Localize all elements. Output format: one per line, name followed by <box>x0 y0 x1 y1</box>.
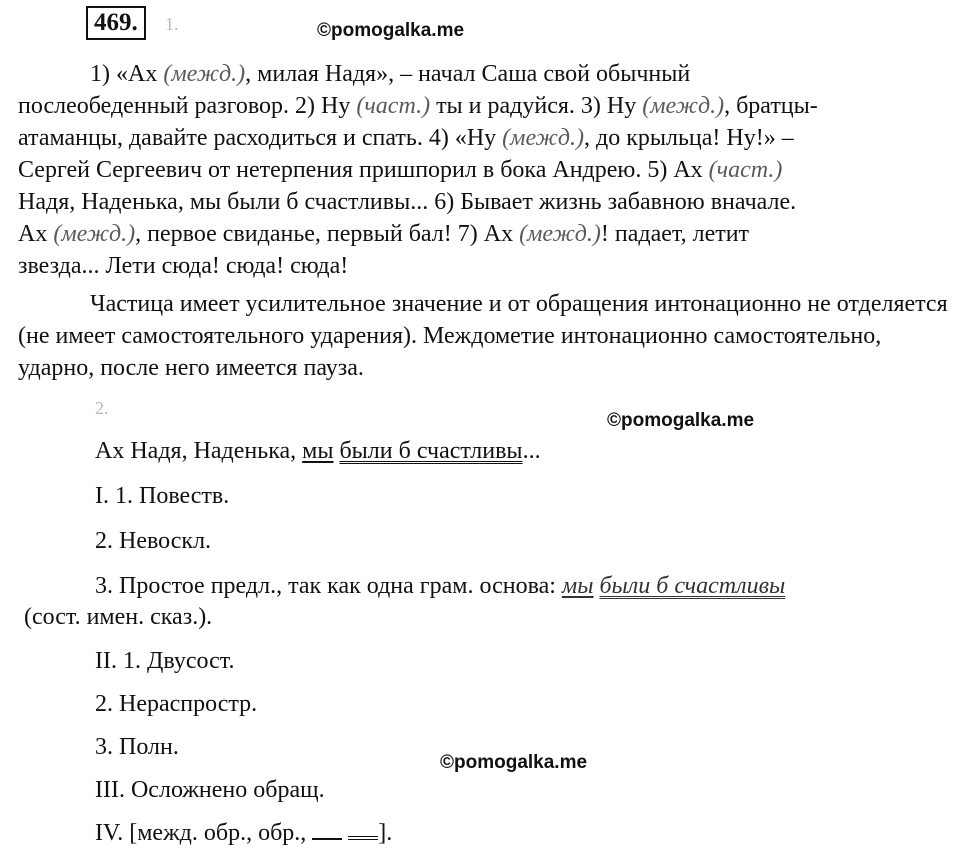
watermark-middle: ©pomogalka.me <box>607 410 755 431</box>
text: звезда... Лети сюда! сюда! сюда! <box>18 253 349 279</box>
part-2-label: 2. <box>95 398 109 418</box>
text: , братцы- <box>724 93 818 119</box>
analysis-line: III. Осложнено обращ. <box>95 777 325 803</box>
analysis-line: 3. Полн. <box>95 734 179 760</box>
analysis-line: 2. Нераспростр. <box>95 691 258 717</box>
exercise-number: 469. <box>86 6 146 40</box>
tag-interjection: (межд.) <box>519 221 601 247</box>
scheme-line <box>95 818 392 848</box>
text: Ах Надя, Наденька, <box>95 438 303 464</box>
text: 1) «Ах <box>90 61 164 87</box>
text-line <box>18 122 948 154</box>
text: послеобеденный разговор. 2) Ну <box>18 93 357 119</box>
text: Ах <box>18 221 54 247</box>
text: , до крыльца! Ну!» – <box>584 125 794 151</box>
text: , первое свиданье, первый бал! 7) Ах <box>135 221 520 247</box>
analyzed-sentence <box>95 436 541 466</box>
part1-sentences <box>18 58 948 282</box>
text-line <box>18 90 948 122</box>
analysis-line: 2. Невоскл. <box>95 528 212 554</box>
analysis-line <box>95 571 785 601</box>
text: ! падает, летит <box>600 221 750 247</box>
subject-underlined: мы <box>561 573 594 599</box>
explanation-paragraph: Частица имеет усилительное значение и от обращения интонационно не отделяется (не имеет самостоятельного ударения). Междометие интонационно самостоятельно, ударно, после него имеется пауза. <box>18 291 948 381</box>
tag-interjection: (межд.) <box>53 221 136 247</box>
analysis-line: (сост. имен. сказ.). <box>24 604 213 630</box>
text: , милая Надя», – начал Саша свой обычный <box>245 61 691 87</box>
text: атаманцы, давайте расходиться и спать. 4) «Ну <box>18 125 503 151</box>
watermark-bottom: ©pomogalka.me <box>440 752 588 773</box>
text-line <box>18 218 948 250</box>
part-1-label: 1. <box>165 14 179 34</box>
text: Сергей Сергеевич от нетерпения пришпорил в бока Андрею. 5) Ах <box>18 157 709 183</box>
subject-underlined: мы <box>302 438 334 464</box>
watermark-top: ©pomogalka.me <box>317 20 465 41</box>
text: Надя, Наденька, мы были б счастливы... 6) Бывает жизнь забавною вначале. <box>18 189 797 215</box>
text-line <box>18 250 948 282</box>
text: ... <box>522 438 541 464</box>
tag-particle: (част.) <box>708 157 783 183</box>
predicate-double-underlined: были б счастливы <box>339 438 523 464</box>
tag-interjection: (межд.) <box>502 125 584 151</box>
tag-interjection: (межд.) <box>642 93 725 119</box>
analysis-line: I. 1. Повеств. <box>95 483 230 509</box>
predicate-blank <box>348 818 378 840</box>
text: ты и радуйся. 3) Ну <box>430 93 643 119</box>
text-line <box>18 58 948 90</box>
text: ]. <box>378 820 393 846</box>
analysis-line: II. 1. Двусост. <box>95 648 235 674</box>
subject-blank <box>312 820 342 840</box>
predicate-double-underlined: были б счастливы <box>599 573 786 599</box>
text-line <box>18 186 948 218</box>
tag-interjection: (межд.) <box>163 61 246 87</box>
text-line <box>18 154 948 186</box>
text: IV. [межд. обр., обр., <box>95 820 313 846</box>
text: 3. Простое предл., так как одна грам. основа: <box>95 573 562 599</box>
tag-particle: (част.) <box>356 93 431 119</box>
